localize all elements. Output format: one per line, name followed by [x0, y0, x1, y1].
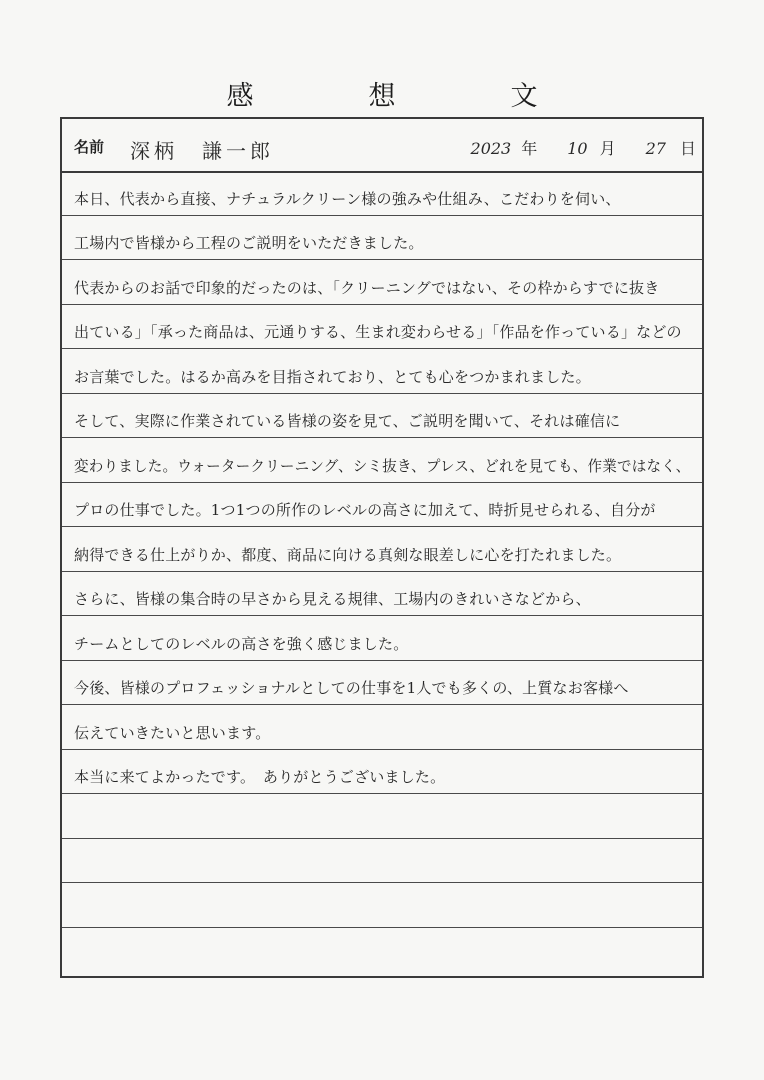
date-month-unit: 月 [599, 139, 616, 158]
ruled-line [62, 661, 702, 706]
essay-line-text: さらに、皆様の集合時の早さから見える規律、工場内のきれいさなどから、 [74, 590, 591, 608]
essay-line-text: 代表からのお話で印象的だったのは、「クリーニングではない、その枠からすでに抜き [74, 278, 660, 297]
date-field [471, 136, 696, 159]
header-row [62, 119, 702, 173]
ruled-line [62, 616, 702, 661]
essay-line-text: チームとしてのレベルの高さを強く感じました。 [74, 634, 409, 653]
ruled-line [62, 305, 702, 350]
essay-line-text: 今後、皆様のプロフェッショナルとしての仕事を1人でも多くの、上質なお客様へ [74, 679, 629, 697]
date-year-unit: 年 [521, 139, 538, 158]
essay-line-text: 工場内で皆様から工程のご説明をいただきました。 [74, 234, 424, 252]
date-year: 2023 [470, 139, 512, 158]
ruled-line [62, 171, 702, 216]
ruled-line [62, 394, 702, 439]
essay-line-text: そして、実際に作業されている皆様の姿を見て、ご説明を聞いて、それは確信に [74, 412, 621, 430]
page-title: 感 想 文 [226, 81, 582, 112]
ruled-line [62, 260, 702, 305]
ruled-line [62, 750, 702, 795]
essay-line-text: 本当に来てよかったです。 ありがとうございました。 [74, 768, 446, 786]
date-month: 10 [567, 139, 588, 158]
date-day: 27 [645, 139, 666, 158]
essay-line-text: 変わりました。ウォータークリーニング、シミ抜き、プレス、どれを見ても、作業ではなく、 [74, 456, 691, 475]
essay-line-text: 出ている」「承った商品は、元通りする、生まれ変わらせる」「作品を作っている」などの [74, 323, 682, 341]
ruled-line [62, 839, 702, 884]
ruled-line [62, 438, 702, 483]
essay-line-text: 本日、代表から直接、ナチュラルクリーン様の強みや仕組み、こだわりを伺い、 [74, 189, 621, 208]
essay-line-text: 納得できる仕上がりか、都度、商品に向ける真剣な眼差しに心を打たれました。 [74, 545, 622, 564]
ruled-line [62, 883, 702, 928]
essay-line-text: 伝えていきたいと思います。 [74, 723, 271, 742]
essay-line-text: お言葉でした。はるか高みを目指されており、とても心をつかまれました。 [74, 367, 591, 386]
essay-line-text: プロの仕事でした。1つ1つの所作のレベルの高さに加えて、時折見せられる、自分が [74, 501, 656, 519]
ruled-line [62, 705, 702, 750]
ruled-line [62, 572, 702, 617]
name-label: 名前 [74, 138, 105, 156]
essay-sheet [60, 117, 704, 978]
name-value: 深柄 謙一郎 [130, 139, 274, 163]
ruled-line [62, 527, 702, 572]
date-day-unit: 日 [679, 139, 696, 158]
ruled-line [62, 349, 702, 394]
ruled-line [62, 216, 702, 261]
ruled-line [62, 928, 702, 973]
ruled-line [62, 483, 702, 528]
ruled-line [62, 794, 702, 839]
